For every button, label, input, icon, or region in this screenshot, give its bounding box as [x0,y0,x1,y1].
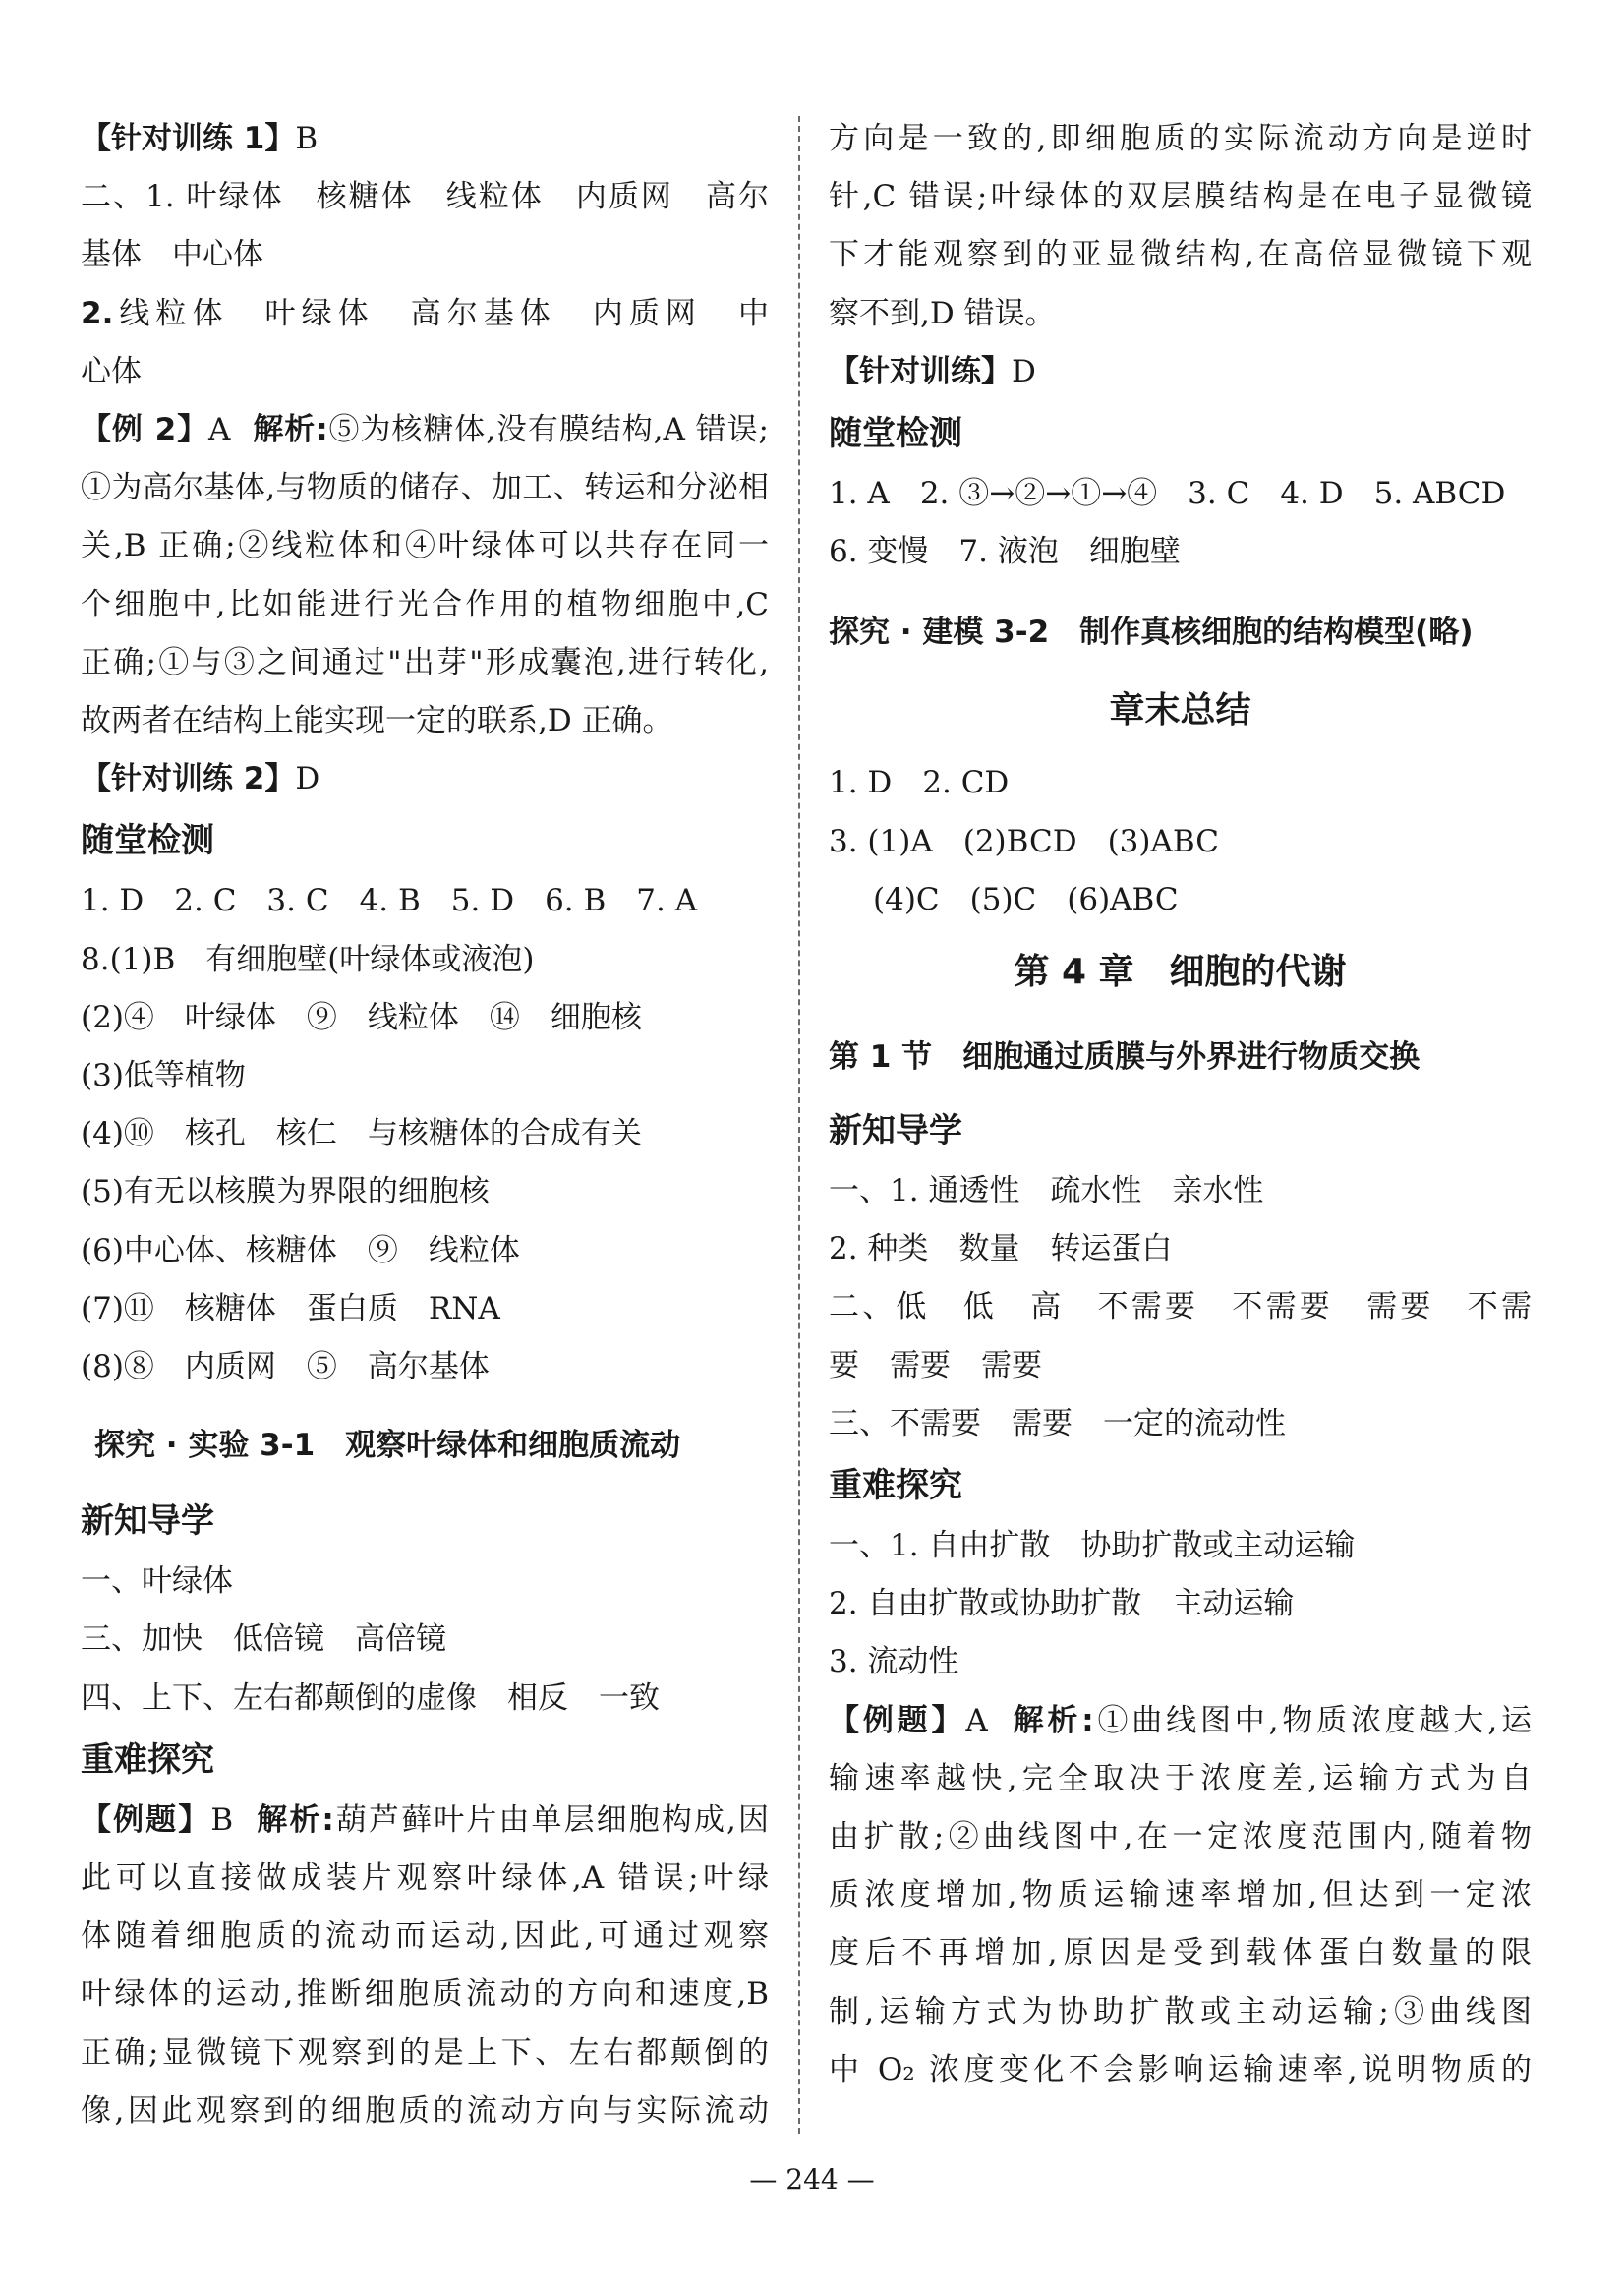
test-line: (6)中心体、核糖体 ⑨ 线粒体 [81,1232,520,1268]
chapter-heading: 第 4 章 细胞的代谢 [1014,952,1347,993]
test-line: (2)④ 叶绿体 ⑨ 线粒体 ⑭ 细胞核 [81,999,642,1035]
section-heading: 随堂检测 [829,414,962,454]
experiment-heading: 探究 · 实验 3-1 观察叶绿体和细胞质流动 [94,1428,681,1464]
answer-line: 基体 中心体 [81,237,263,273]
explanation-line: 度后不再增加,原因是受到载体蛋白数量的限 [829,1935,1532,1971]
explanation-line: 像,因此观察到的细胞质的流动方向与实际流动 [81,2092,769,2129]
new-knowledge-line: 三、加快 低倍镜 高倍镜 [81,1621,446,1658]
explanation-line: 方向是一致的,即细胞质的实际流动方向是逆时 [829,121,1532,156]
test-line: 8.(1)B 有细胞壁(叶绿体或液泡) [81,941,535,977]
hard-line: 3. 流动性 [829,1644,959,1680]
right-column [829,110,1532,2099]
training-answer: 【针对训练】D [829,353,1036,389]
section-heading: 随堂检测 [81,821,214,861]
explanation-line: 针,C 错误;叶绿体的双层膜结构是在电子显微镜 [829,179,1532,215]
section-heading: 重难探究 [81,1739,214,1780]
test-line: (3)低等植物 [81,1058,246,1094]
column-divider [798,116,800,2134]
test-line: 1. D 2. C 3. C 4. B 5. D 6. B 7. A [81,883,698,919]
test-line: 6. 变慢 7. 液泡 细胞壁 [829,534,1181,570]
explanation-line: 叶绿体的运动,推断细胞质流动的方向和速度,B [81,1976,769,2013]
new-knowledge-line: 要 需要 需要 [829,1347,1042,1383]
explanation-line: 正确;①与③之间通过"出芽"形成囊泡,进行转化, [81,644,769,680]
new-knowledge-line: 一、1. 通透性 疏水性 亲水性 [829,1173,1264,1209]
hard-line: 2. 自由扩散或协助扩散 主动运输 [829,1586,1295,1622]
test-line: (4)⑩ 核孔 核仁 与核糖体的合成有关 [81,1116,642,1152]
example-2-line: 【例 2】A 解析:⑤为核糖体,没有膜结构,A 错误; [81,412,769,448]
test-line: (8)⑧ 内质网 ⑤ 高尔基体 [81,1349,490,1385]
new-knowledge-line: 一、叶绿体 [81,1563,233,1600]
section-title: 第 1 节 细胞通过质膜与外界进行物质交换 [829,1039,1421,1076]
modeling-heading: 探究 · 建模 3-2 制作真核细胞的结构模型(略) [829,615,1474,651]
explanation-line: 输速率越快,完全取决于浓度差,运输方式为自 [829,1760,1532,1796]
explanation-line: 故两者在结构上能实现一定的联系,D 正确。 [81,703,673,739]
answer-line: 2.线粒体 叶绿体 高尔基体 内质网 中 [81,295,769,331]
explanation-line: 中 O₂ 浓度变化不会影响运输速率,说明物质的 [829,2051,1532,2087]
example-line: 【例题】A 解析:①曲线图中,物质浓度越大,运 [829,1702,1533,1738]
section-heading: 新知导学 [81,1501,214,1542]
explanation-line: 关,B 正确;②线粒体和④叶绿体可以共存在同一 [81,528,769,564]
page-number: — 244 — [749,2163,875,2196]
section-heading: 重难探究 [829,1466,962,1506]
hard-line: 一、1. 自由扩散 协助扩散或主动运输 [829,1528,1356,1564]
summary-line: (4)C (5)C (6)ABC [873,881,1179,917]
new-knowledge-line: 2. 种类 数量 转运蛋白 [829,1231,1173,1267]
training-1-tag: 【针对训练 1】 [81,121,296,156]
test-line: (7)⑪ 核糖体 蛋白质 RNA [81,1290,500,1326]
explanation-line: 察不到,D 错误。 [829,295,1056,331]
explanation-line: ①为高尔基体,与物质的储存、加工、转运和分泌相 [81,470,769,506]
explanation-line: 个细胞中,比如能进行光合作用的植物细胞中,C [81,586,769,622]
example-line: 【例题】B 解析:葫芦藓叶片由单层细胞构成,因 [81,1801,769,1838]
new-knowledge-line: 四、上下、左右都颠倒的虚像 相反 一致 [81,1679,660,1716]
explanation-line: 正确;显微镜下观察到的是上下、左右都颠倒的 [81,2034,769,2071]
summary-line: 3. (1)A (2)BCD (3)ABC [829,823,1219,859]
left-column [81,110,769,2141]
explanation-line: 由扩散;②曲线图中,在一定浓度范围内,随着物 [829,1819,1532,1855]
test-line: (5)有无以核膜为界限的细胞核 [81,1174,490,1210]
test-line: 1. A 2. ③→②→①→④ 3. C 4. D 5. ABCD [829,476,1506,512]
section-heading: 新知导学 [829,1111,962,1151]
answer-line: 心体 [81,353,142,389]
explanation-line: 此可以直接做成装片观察叶绿体,A 错误;叶绿 [81,1860,769,1897]
chapter-summary-heading: 章末总结 [1109,690,1251,732]
explanation-line: 质浓度增加,物质运输速率增加,但达到一定浓 [829,1877,1532,1913]
explanation-line: 制,运输方式为协助扩散或主动运输;③曲线图 [829,1993,1532,2029]
new-knowledge-line: 三、不需要 需要 一定的流动性 [829,1405,1286,1441]
answer-line: 二、1. 叶绿体 核糖体 线粒体 内质网 高尔 [81,179,769,215]
explanation-line: 体随着细胞质的流动而运动,因此,可通过观察 [81,1918,769,1955]
summary-line: 1. D 2. CD [829,765,1010,801]
training-1-answer: 【针对训练 1】B [81,121,319,156]
explanation-line: 下才能观察到的亚显微结构,在高倍显微镜下观 [829,237,1532,273]
new-knowledge-line: 二、低 低 高 不需要 不需要 需要 不需 [829,1289,1532,1325]
training-2-answer: 【针对训练 2】D [81,761,320,797]
